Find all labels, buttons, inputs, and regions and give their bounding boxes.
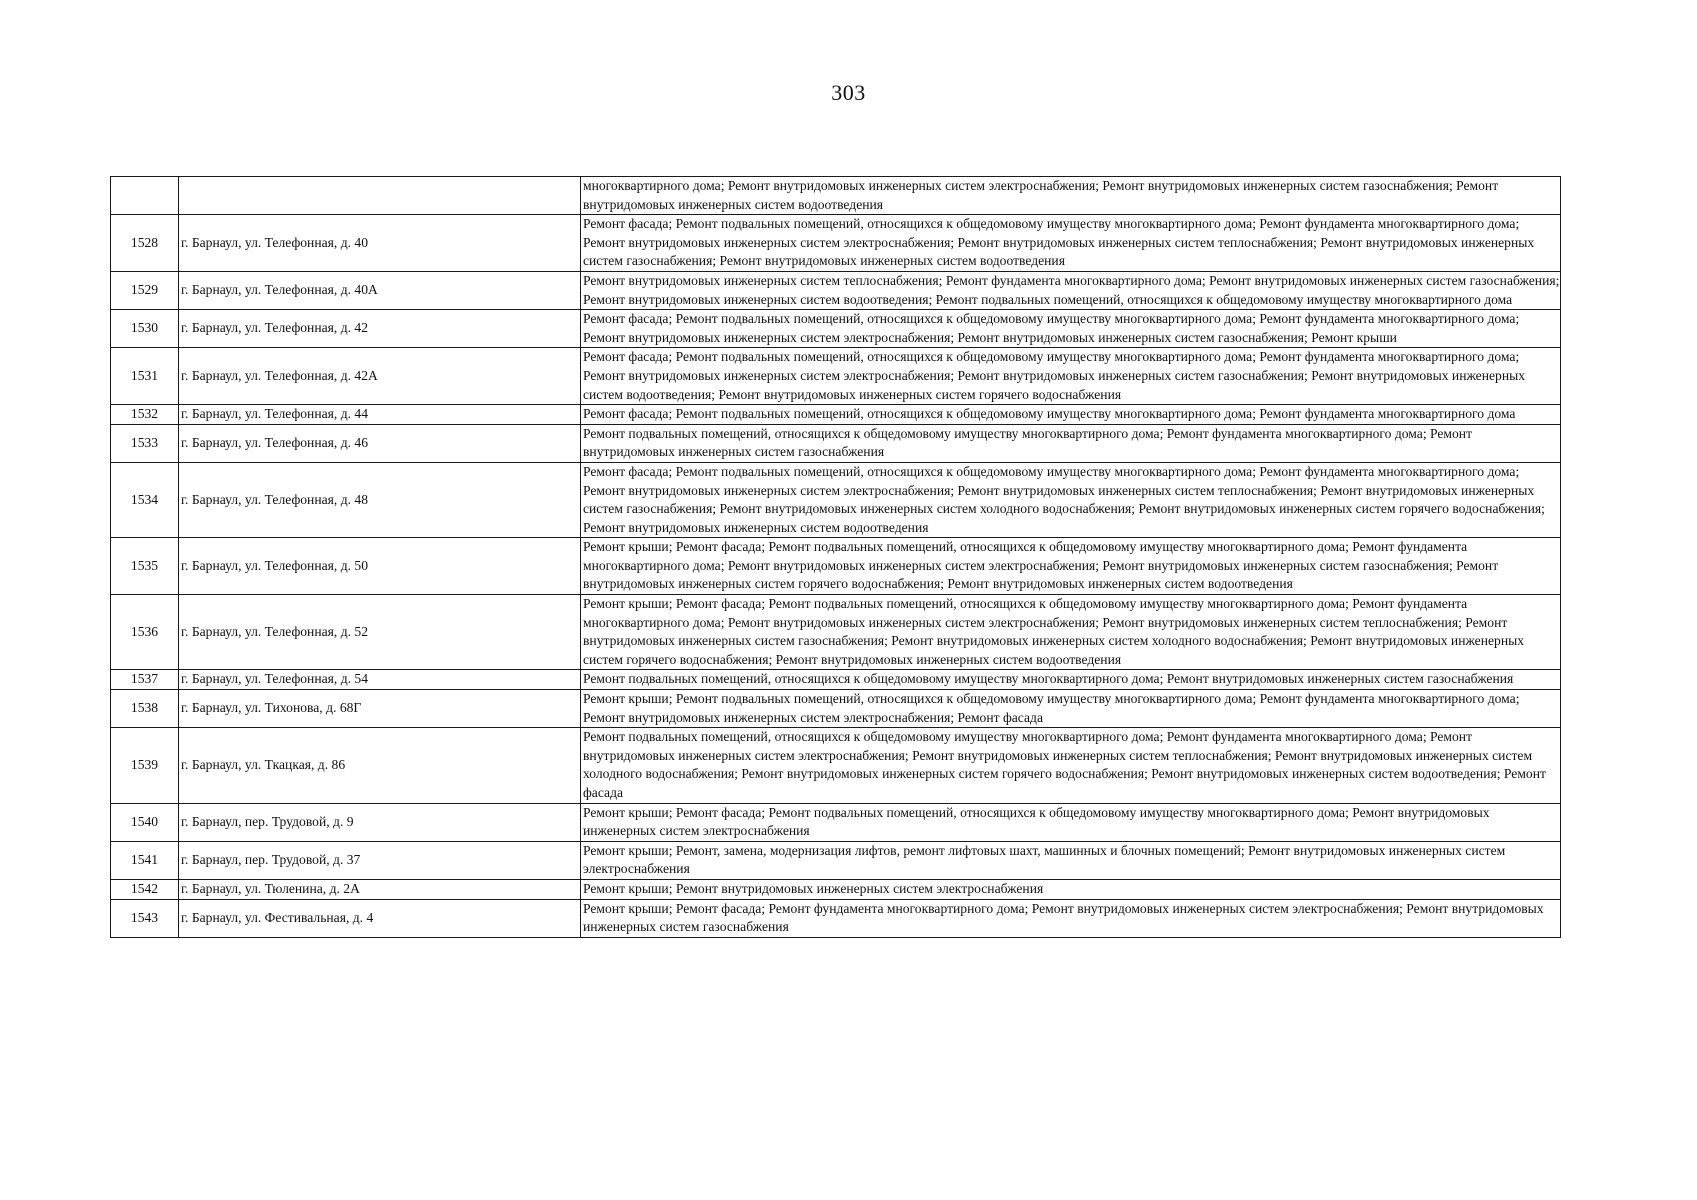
row-number-cell: 1541	[111, 841, 179, 879]
works-cell: Ремонт крыши; Ремонт фасада; Ремонт подвальных помещений, относящихся к общедомовому имуществу многоквартирного дома; Ремонт фундамента многоквартирного дома; Ремонт внутридомовых инженерных систем электроснабжения; Ремонт внутридомовых инженерных систем теплоснабжения; Ремонт внутридомовых инженерных систем газоснабжения; Ремонт внутридомовых инженерных систем холодного водоснабжения; Ремонт внутридомовых инженерных систем горячего водоснабжения; Ремонт внутридомовых инженерных систем водоотведения	[581, 595, 1561, 670]
works-cell: многоквартирного дома; Ремонт внутридомовых инженерных систем электроснабжения; Ремонт внутридомовых инженерных систем газоснабжения; Ремонт внутридомовых инженерных систем водоотведения	[581, 177, 1561, 215]
works-cell: Ремонт фасада; Ремонт подвальных помещений, относящихся к общедомовому имуществу многоквартирного дома; Ремонт фундамента многоквартирного дома; Ремонт внутридомовых инженерных систем электроснабжения; Ремонт внутридомовых инженерных систем теплоснабжения; Ремонт внутридомовых инженерных систем газоснабжения; Ремонт внутридомовых инженерных систем холодного водоснабжения; Ремонт внутридомовых инженерных систем горячего водоснабжения; Ремонт внутридомовых инженерных систем водоотведения	[581, 462, 1561, 537]
row-number-cell: 1539	[111, 728, 179, 803]
works-cell: Ремонт подвальных помещений, относящихся к общедомовому имуществу многоквартирного дома; Ремонт фундамента многоквартирного дома; Ремонт внутридомовых инженерных систем газоснабжения	[581, 424, 1561, 462]
address-cell: г. Барнаул, ул. Телефонная, д. 44	[179, 405, 581, 425]
address-cell	[179, 177, 581, 215]
address-cell: г. Барнаул, ул. Телефонная, д. 42А	[179, 348, 581, 405]
works-cell: Ремонт крыши; Ремонт подвальных помещений, относящихся к общедомовому имуществу многоквартирного дома; Ремонт фундамента многоквартирного дома; Ремонт внутридомовых инженерных систем электроснабжения; Ремонт фасада	[581, 690, 1561, 728]
table-row	[111, 595, 1561, 670]
address-cell: г. Барнаул, ул. Телефонная, д. 40А	[179, 271, 581, 309]
address-cell: г. Барнаул, ул. Телефонная, д. 40	[179, 215, 581, 272]
works-cell: Ремонт внутридомовых инженерных систем теплоснабжения; Ремонт фундамента многоквартирного дома; Ремонт внутридомовых инженерных систем газоснабжения; Ремонт внутридомовых инженерных систем водоотведения; Ремонт подвальных помещений, относящихся к общедомовому имуществу многоквартирного дома	[581, 271, 1561, 309]
table-row	[111, 271, 1561, 309]
address-cell: г. Барнаул, ул. Фестивальная, д. 4	[179, 899, 581, 937]
address-cell: г. Барнаул, ул. Телефонная, д. 54	[179, 670, 581, 690]
row-number-cell: 1538	[111, 690, 179, 728]
row-number-cell: 1534	[111, 462, 179, 537]
table-row	[111, 348, 1561, 405]
table-row	[111, 177, 1561, 215]
works-cell: Ремонт крыши; Ремонт фасада; Ремонт фундамента многоквартирного дома; Ремонт внутридомовых инженерных систем электроснабжения; Ремонт внутридомовых инженерных систем газоснабжения	[581, 899, 1561, 937]
address-cell: г. Барнаул, ул. Телефонная, д. 50	[179, 538, 581, 595]
row-number-cell: 1536	[111, 595, 179, 670]
table-row	[111, 462, 1561, 537]
row-number-cell: 1531	[111, 348, 179, 405]
row-number-cell: 1530	[111, 310, 179, 348]
works-cell: Ремонт подвальных помещений, относящихся к общедомовому имуществу многоквартирного дома; Ремонт внутридомовых инженерных систем газоснабжения	[581, 670, 1561, 690]
works-cell: Ремонт фасада; Ремонт подвальных помещений, относящихся к общедомовому имуществу многоквартирного дома; Ремонт фундамента многоквартирного дома; Ремонт внутридомовых инженерных систем электроснабжения; Ремонт внутридомовых инженерных систем газоснабжения; Ремонт внутридомовых инженерных систем водоотведения; Ремонт внутридомовых инженерных систем горячего водоснабжения	[581, 348, 1561, 405]
table-row	[111, 879, 1561, 899]
row-number-cell: 1529	[111, 271, 179, 309]
works-cell: Ремонт подвальных помещений, относящихся к общедомовому имуществу многоквартирного дома; Ремонт фундамента многоквартирного дома; Ремонт внутридомовых инженерных систем электроснабжения; Ремонт внутридомовых инженерных систем теплоснабжения; Ремонт внутридомовых инженерных систем холодного водоснабжения; Ремонт внутридомовых инженерных систем горячего водоснабжения; Ремонт внутридомовых инженерных систем водоотведения; Ремонт фасада	[581, 728, 1561, 803]
row-number-cell: 1532	[111, 405, 179, 425]
repair-works-table	[110, 176, 1561, 938]
address-cell: г. Барнаул, пер. Трудовой, д. 37	[179, 841, 581, 879]
row-number-cell: 1542	[111, 879, 179, 899]
works-cell: Ремонт крыши; Ремонт фасада; Ремонт подвальных помещений, относящихся к общедомовому имуществу многоквартирного дома; Ремонт внутридомовых инженерных систем электроснабжения	[581, 803, 1561, 841]
works-cell: Ремонт крыши; Ремонт фасада; Ремонт подвальных помещений, относящихся к общедомовому имуществу многоквартирного дома; Ремонт фундамента многоквартирного дома; Ремонт внутридомовых инженерных систем электроснабжения; Ремонт внутридомовых инженерных систем газоснабжения; Ремонт внутридомовых инженерных систем горячего водоснабжения; Ремонт внутридомовых инженерных систем водоотведения	[581, 538, 1561, 595]
works-cell: Ремонт фасада; Ремонт подвальных помещений, относящихся к общедомовому имуществу многоквартирного дома; Ремонт фундамента многоквартирного дома	[581, 405, 1561, 425]
table-row	[111, 728, 1561, 803]
address-cell: г. Барнаул, ул. Ткацкая, д. 86	[179, 728, 581, 803]
address-cell: г. Барнаул, ул. Телефонная, д. 46	[179, 424, 581, 462]
address-cell: г. Барнаул, пер. Трудовой, д. 9	[179, 803, 581, 841]
row-number-cell: 1540	[111, 803, 179, 841]
table-row	[111, 670, 1561, 690]
works-cell: Ремонт крыши; Ремонт внутридомовых инженерных систем электроснабжения	[581, 879, 1561, 899]
table-row	[111, 424, 1561, 462]
row-number-cell: 1533	[111, 424, 179, 462]
table-row	[111, 215, 1561, 272]
works-cell: Ремонт фасада; Ремонт подвальных помещений, относящихся к общедомовому имуществу многоквартирного дома; Ремонт фундамента многоквартирного дома; Ремонт внутридомовых инженерных систем электроснабжения; Ремонт внутридомовых инженерных систем газоснабжения; Ремонт крыши	[581, 310, 1561, 348]
row-number-cell	[111, 177, 179, 215]
row-number-cell: 1543	[111, 899, 179, 937]
works-cell: Ремонт фасада; Ремонт подвальных помещений, относящихся к общедомовому имуществу многоквартирного дома; Ремонт фундамента многоквартирного дома; Ремонт внутридомовых инженерных систем электроснабжения; Ремонт внутридомовых инженерных систем теплоснабжения; Ремонт внутридомовых инженерных систем газоснабжения; Ремонт внутридомовых инженерных систем водоотведения	[581, 215, 1561, 272]
address-cell: г. Барнаул, ул. Телефонная, д. 48	[179, 462, 581, 537]
table-row	[111, 310, 1561, 348]
address-cell: г. Барнаул, ул. Тихонова, д. 68Г	[179, 690, 581, 728]
works-cell: Ремонт крыши; Ремонт, замена, модернизация лифтов, ремонт лифтовых шахт, машинных и блочных помещений; Ремонт внутридомовых инженерных систем электроснабжения	[581, 841, 1561, 879]
address-cell: г. Барнаул, ул. Тюленина, д. 2А	[179, 879, 581, 899]
row-number-cell: 1535	[111, 538, 179, 595]
table-row	[111, 841, 1561, 879]
table-row	[111, 405, 1561, 425]
table-row	[111, 538, 1561, 595]
address-cell: г. Барнаул, ул. Телефонная, д. 42	[179, 310, 581, 348]
table-row	[111, 803, 1561, 841]
page-number: 303	[831, 80, 866, 105]
table-row	[111, 899, 1561, 937]
row-number-cell: 1537	[111, 670, 179, 690]
table-row	[111, 690, 1561, 728]
row-number-cell: 1528	[111, 215, 179, 272]
address-cell: г. Барнаул, ул. Телефонная, д. 52	[179, 595, 581, 670]
